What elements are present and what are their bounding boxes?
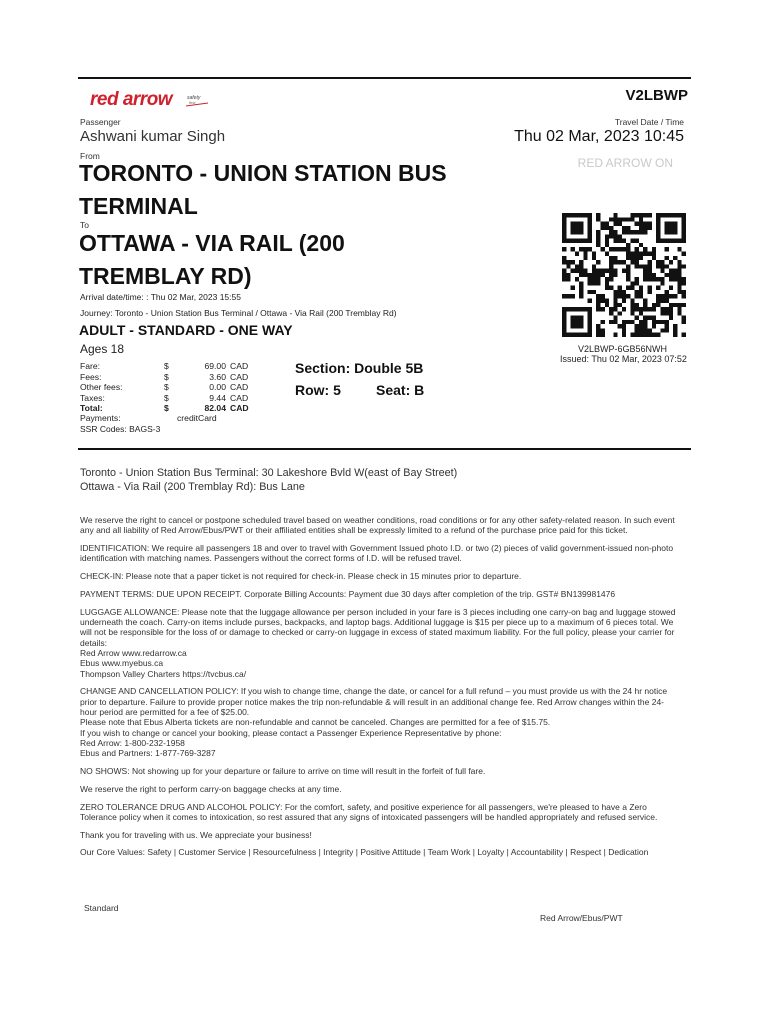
svg-text:red arrow: red arrow	[90, 89, 173, 110]
seat-row: Row: 5	[295, 382, 341, 398]
payments-value: creditCard	[177, 413, 217, 423]
taxes-code: CAD	[230, 393, 249, 403]
taxes-currency: $	[164, 393, 169, 403]
total-code: CAD	[230, 403, 249, 413]
to-label: To	[80, 220, 89, 230]
footer-carrier: Red Arrow/Ebus/PWT	[540, 913, 623, 923]
destination-line-1: OTTAWA - VIA RAIL (200	[79, 230, 345, 256]
fare-title: ADULT - STANDARD - ONE WAY	[79, 322, 293, 338]
from-label: From	[80, 151, 100, 161]
top-rule	[78, 77, 691, 79]
age-group: Ages 18	[80, 342, 125, 356]
no-shows-policy: NO SHOWS: Not showing up for your departure or failure to arrive on time will result in the forfeit of full fare.	[80, 765, 486, 776]
seat-section: Section: Double 5B	[295, 360, 424, 376]
passenger-name: Ashwani kumar Singh	[80, 128, 226, 145]
destination-line-2: TREMBLAY RD)	[79, 263, 252, 289]
red-arrow-logo	[90, 88, 214, 110]
seat-number: Seat: B	[376, 382, 425, 398]
svg-text:first: first	[189, 100, 196, 105]
destination-city	[79, 227, 519, 293]
origin-line-2: TERMINAL	[79, 193, 198, 219]
payments-label: Payments:	[80, 413, 121, 423]
operator-name: RED ARROW ON	[577, 156, 673, 170]
booking-code: V2LBWP	[625, 87, 688, 104]
destination-address: Ottawa - Via Rail (200 Tremblay Rd): Bus Lane	[80, 481, 305, 493]
zero-tolerance-policy: ZERO TOLERANCE DRUG AND ALCOHOL POLICY: For the comfort, safety, and positive experience for all passengers, we're pleased to have a Zero Tolerance policy when it comes to intoxication, so rest assured that any signs of intoxicated passengers will be handled appropriately and refused service.	[80, 801, 658, 822]
issued-datetime: Issued: Thu 02 Mar, 2023 07:52	[560, 354, 687, 364]
luggage-policy: LUGGAGE ALLOWANCE: Please note that the luggage allowance per person included in your fare is 3 pieces including one carry-on bag and luggage stowed underneath the coach. Carry-on items include purses, backpacks, and laptop bags. Additional luggage is $15 per piece up to a maximum of 6 pieces total. We will not be responsible for the loss of or damage to checked or carry-on luggage in excess of stated maximum liability. For the full policy, please your carrier for details: Red Arrow www.redarrow.ca Ebus www.myebus.ca Thompson Valley Charters https://tvcbus.ca/	[80, 606, 676, 679]
other-fees-currency: $	[164, 382, 169, 392]
fees-currency: $	[164, 372, 169, 382]
footer-fare-class: Standard	[84, 903, 119, 913]
other-fees-code: CAD	[230, 382, 249, 392]
origin-line-1: TORONTO - UNION STATION BUS	[79, 160, 447, 186]
arrival-datetime: Arrival date/time: : Thu 02 Mar, 2023 15:55	[80, 292, 241, 302]
fees-code: CAD	[230, 372, 249, 382]
ticket-code: V2LBWP-6GB56NWH	[578, 344, 668, 354]
travel-date-label: Travel Date / Time	[614, 117, 684, 127]
total-amount: 82.04	[204, 403, 226, 413]
qr-code	[562, 213, 686, 337]
change-cancellation-policy: CHANGE AND CANCELLATION POLICY: If you wish to change time, change the date, or cancel for a full refund – you must provide us with the 24 hr notice prior to departure. Failure to provide proper notice makes the trip non-refundable & will result in an additional change fee. Red Arrow changes within the 24-hour period are permitted for a fee of $25.00. Please note that Ebus Alberta tickets are non-refundable and cannot be canceled. Changes are permitted for a fee of $15.75. If you wish to change or cancel your booking, please contact a Passenger Experience Representative by phone: Red Arrow: 1-800-232-1958 Ebus and Partners: 1-877-769-3287	[80, 686, 668, 759]
baggage-checks-note: We reserve the right to perform carry-on baggage checks at any time.	[80, 783, 342, 794]
payments-row	[80, 413, 280, 424]
fees-label: Fees:	[80, 372, 102, 382]
journey-text: Journey: Toronto - Union Station Bus Terminal / Ottawa - Via Rail (200 Tremblay Rd)	[80, 308, 397, 318]
fare-code: CAD	[230, 361, 249, 371]
check-in-policy: CHECK-IN: Please note that a paper ticket is not required for check-in. Please check in 15 minutes prior to departure.	[80, 571, 522, 582]
origin-address: Toronto - Union Station Bus Terminal: 30 Lakeshore Bvld W(east of Bay Street)	[80, 467, 458, 479]
fare-row	[80, 361, 280, 372]
payment-terms: PAYMENT TERMS: DUE UPON RECEIPT. Corporate Billing Accounts: Payment due 30 days after completion of the trip. GST# BN139981476	[80, 588, 616, 599]
other-fees-row	[80, 382, 280, 393]
origin-city	[79, 157, 519, 223]
terms-section	[80, 515, 680, 865]
passenger-label: Passenger	[80, 117, 121, 127]
svg-text:safety: safety	[187, 95, 201, 101]
fare-currency: $	[164, 361, 169, 371]
core-values: Our Core Values: Safety | Customer Service | Resourcefulness | Integrity | Positive Attitude | Team Work | Loyalty | Accountability | Respect | Dedication	[80, 847, 649, 858]
fees-amount: 3.60	[209, 372, 226, 382]
taxes-label: Taxes:	[80, 393, 105, 403]
total-currency: $	[164, 403, 169, 413]
identification-policy: IDENTIFICATION: We require all passengers 18 and over to travel with Government Issued photo I.D. or two (2) pieces of valid government-issued non-photo identification with matching names. Passengers without the correct forms of I.D. will be refused travel.	[80, 543, 674, 564]
other-fees-label: Other fees:	[80, 382, 123, 392]
travel-datetime: Thu 02 Mar, 2023 10:45	[514, 128, 684, 145]
section-rule	[78, 448, 691, 450]
fare-label: Fare:	[80, 361, 101, 371]
ssr-codes: SSR Codes: BAGS-3	[80, 424, 161, 434]
other-fees-amount: 0.00	[209, 382, 226, 392]
taxes-amount: 9.44	[209, 393, 226, 403]
fare-amount: 69.00	[204, 361, 226, 371]
terms-paragraph: We reserve the right to cancel or postpone scheduled travel based on weather conditions, road conditions or for any other safety-related reason. In such event any and all liability of Red Arrow/Ebus/PWT or their affiliated entities shall be expressly limited to a refund of the purchase price paid for this ticket.	[80, 515, 675, 536]
total-label: Total:	[80, 403, 103, 413]
thank-you-note: Thank you for traveling with us. We appreciate your business!	[80, 829, 312, 840]
